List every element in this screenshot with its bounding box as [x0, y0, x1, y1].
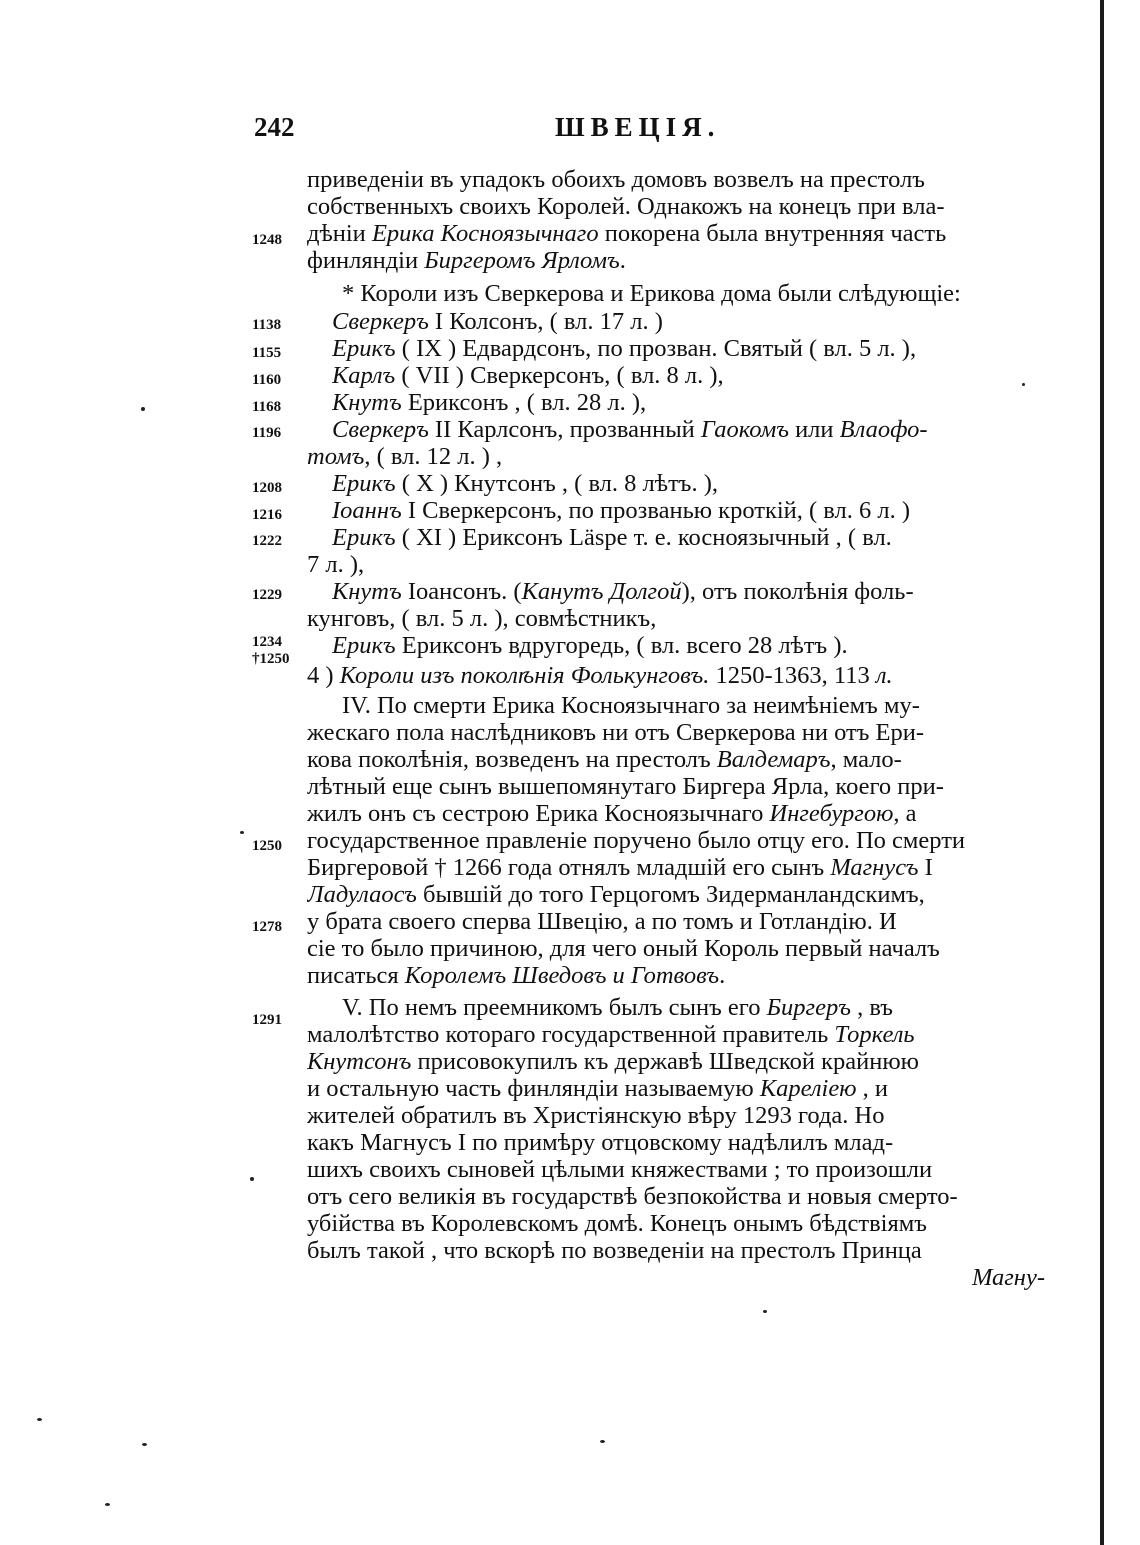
king-entry: Кнутъ Іоансонъ. (Канутъ Долгой), отъ поколѣнія фоль-: [332, 578, 914, 605]
text-line: былъ такой , что вскорѣ по возведеніи на престолъ Принца: [307, 1237, 922, 1264]
scan-speck: [37, 1418, 42, 1421]
king-entry: Карлъ ( VII ) Сверкерсонъ, ( вл. 8 л. ),: [332, 362, 724, 389]
catchword: Магну-: [971, 1264, 1045, 1291]
text-line: сіе то было причиною, для чего оный Король первый началъ: [307, 935, 940, 962]
text-line: жителей обратилъ въ Христіянскую вѣру 1293 года. Но: [307, 1102, 885, 1129]
text-line: финляндіи Биргеромъ Ярломъ.: [307, 247, 626, 274]
king-entry: Іоаннъ I Сверкерсонъ, по прозванью кроткій, ( вл. 6 л. ): [332, 497, 911, 524]
text-line: малолѣтство котораго государственной правитель Торкель: [307, 1021, 915, 1048]
margin-year: 1250: [252, 838, 282, 854]
margin-year: 1222: [252, 533, 282, 549]
margin-year: 1234: [252, 634, 282, 650]
king-entry: Сверкеръ I Колсонъ, ( вл. 17 л. ): [332, 308, 663, 335]
text-line: у брата своего сперва Швецію, а по томъ и Готландію. И: [307, 908, 897, 935]
king-entry: Ерикъ Ериксонъ вдругоредь, ( вл. всего 28 лѣтъ ).: [332, 632, 848, 659]
king-entry: Кнутъ Ериксонъ , ( вл. 28 л. ),: [332, 389, 647, 416]
scan-speck: [240, 831, 244, 834]
page-number: 242: [254, 112, 295, 142]
margin-year: †1250: [252, 651, 290, 667]
text-line: Кнутсонъ присовокупилъ къ державѣ Шведской крайнюю: [307, 1048, 919, 1075]
scan-speck: [141, 407, 145, 411]
text-line: Биргеровой † 1266 года отнялъ младшій его сынъ Магнусъ I: [307, 854, 933, 881]
text-line: собственныхъ своихъ Королей. Однакожъ на конецъ при вла-: [307, 193, 945, 220]
king-entry: Ерикъ ( X ) Кнутсонъ , ( вл. 8 лѣтъ. ),: [332, 470, 718, 497]
margin-year: 1278: [252, 919, 282, 935]
margin-year: 1155: [252, 345, 282, 361]
scan-speck: [105, 1503, 110, 1506]
king-entry: кунговъ, ( вл. 5 л. ), совмѣстникъ,: [307, 605, 657, 632]
section-heading: 4 ) Короли изъ поколѣнія Фолькунговъ. 1250-1363, 113 л.: [307, 662, 893, 689]
scan-speck: [142, 1443, 147, 1446]
king-entry: Ерикъ ( IX ) Едвардсонъ, по прозван. Святый ( вл. 5 л. ),: [332, 335, 917, 362]
text-line: отъ сего великія въ государствѣ безпокойства и новыя смерто-: [307, 1183, 958, 1210]
margin-year: 1216: [252, 507, 282, 523]
running-title: ШВЕЦІЯ.: [555, 112, 721, 142]
text-line: Ладулаосъ бывшій до того Герцогомъ Зидерманландскимъ,: [307, 881, 925, 908]
margin-year: 1208: [252, 480, 282, 496]
text-line: жескаго пола наслѣдниковъ ни отъ Сверкерова ни отъ Ери-: [307, 719, 925, 746]
king-entry: томъ, ( вл. 12 л. ) ,: [307, 443, 503, 470]
text-line: какъ Магнусъ I по примѣру отцовскому надѣлилъ млад-: [307, 1129, 894, 1156]
text-line: V. По немъ преемникомъ былъ сынъ его Биргеръ , въ: [342, 994, 893, 1021]
text-line: лѣтный еще сынъ вышепомянутаго Биргера Ярла, коего при-: [307, 773, 944, 800]
text-line: дѣніи Ерика Косноязычнаго покорена была внутренняя часть: [307, 220, 947, 247]
margin-year: 1196: [252, 425, 282, 441]
text-line: государственное правленіе поручено было отцу его. По смерти: [307, 827, 966, 854]
margin-year: 1168: [252, 399, 282, 415]
text-line: шихъ своихъ сыновей цѣлыми княжествами ; то произошли: [307, 1156, 933, 1183]
text-line: IV. По смерти Ерика Косноязычнаго за неимѣніемъ му-: [342, 692, 920, 719]
scan-speck: [600, 1440, 605, 1443]
text-line: кова поколѣнія, возведенъ на престолъ Валдемаръ, мало-: [307, 746, 902, 773]
text-line: и остальную часть финляндіи называемую Кареліею , и: [307, 1075, 889, 1102]
margin-year: 1248: [252, 232, 282, 248]
margin-year: 1160: [252, 372, 282, 388]
text-line: убійства въ Королевскомъ домѣ. Конецъ онымъ бѣдствіямъ: [307, 1210, 927, 1237]
scan-speck: [763, 1310, 767, 1313]
margin-year: 1291: [252, 1012, 282, 1028]
text-line: жилъ онъ съ сестрою Ерика Косноязычнаго Ингебургою, а: [307, 800, 917, 827]
margin-year: 1229: [252, 587, 282, 603]
margin-year: 1138: [252, 317, 282, 333]
king-entry: Ерикъ ( XI ) Ериксонъ Läspe т. е. косноязычный , ( вл.: [332, 524, 892, 551]
text-line: писаться Королемъ Шведовъ и Готвовъ.: [307, 962, 726, 989]
text-line: приведеніи въ упадокъ обоихъ домовъ возвелъ на престолъ: [307, 166, 925, 193]
king-entry: Сверкеръ II Карлсонъ, прозванный Гаокомъ или Влаофо-: [332, 416, 928, 443]
scan-speck: [1022, 383, 1025, 386]
scan-speck: [250, 1177, 254, 1181]
list-heading: * Короли изъ Сверкерова и Ерикова дома были слѣдующіе:: [342, 280, 961, 307]
king-entry: 7 л. ),: [307, 551, 365, 578]
